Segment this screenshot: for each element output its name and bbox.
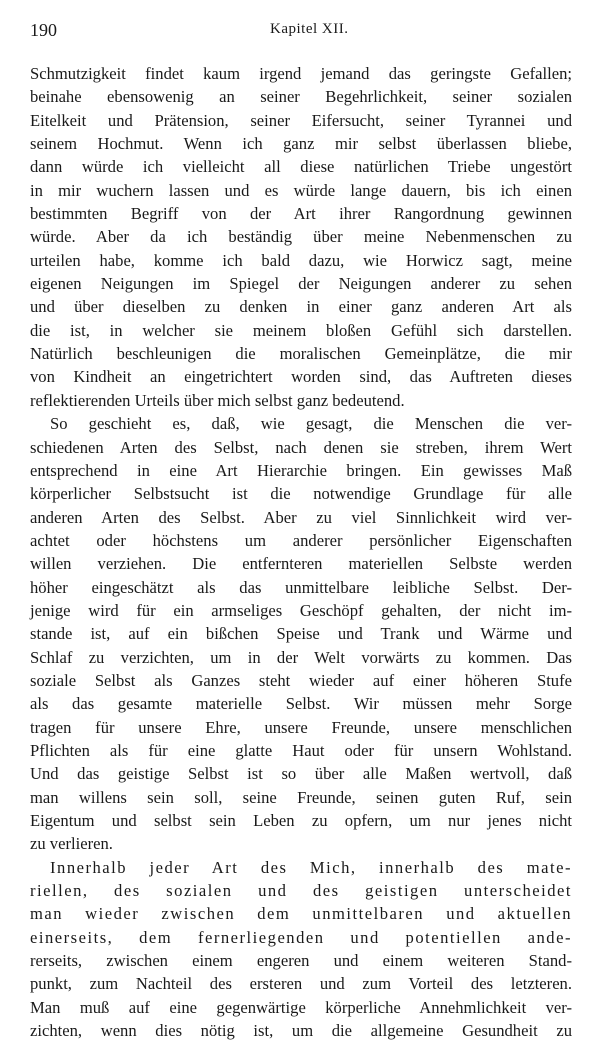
text-line: Pflichten als für eine glatte Haut oder für unsern Wohlstand. bbox=[30, 740, 572, 760]
text-line: punkt, zum Nachteil des ersteren und zum Vorteil des letzteren. bbox=[30, 974, 572, 994]
text-line: tragen für unsere Ehre, unsere Freunde, unsere menschlichen bbox=[30, 717, 572, 737]
running-title: Kapitel XII. bbox=[270, 21, 349, 37]
text-line: anderen Arten des Selbst. Aber zu viel Sinnlichkeit wird ver- bbox=[30, 507, 572, 527]
text-line: stande ist, auf ein bißchen Speise und Trank und Wärme und bbox=[30, 624, 572, 644]
text-line: die ist, in welcher sie meinem bloßen Gefühl sich darstellen. bbox=[30, 320, 572, 340]
text-line: entsprechend in eine Art Hierarchie bringen. Ein gewisses Maß bbox=[30, 460, 572, 480]
text-line: jenige wird für ein armseliges Geschöpf gehalten, der nicht im- bbox=[30, 600, 572, 620]
text-line: Natürlich beschleunigen die moralischen Gemeinplätze, die mir bbox=[30, 344, 572, 364]
text-line: dann würde ich vielleicht all diese natürlichen Triebe ungestört bbox=[30, 157, 572, 177]
text-line: urteilen habe, komme ich bald dazu, wie Horwicz sagt, meine bbox=[30, 250, 572, 270]
text-line: einerseits, dem fernerliegenden und potentiellen ande- bbox=[30, 927, 572, 947]
text-line: riellen, des sozialen und des geistigen unterscheidet bbox=[30, 881, 572, 901]
text-line: soziale Selbst als Ganzes steht wieder auf einer höheren Stufe bbox=[30, 670, 572, 690]
paragraph bbox=[30, 856, 572, 1042]
text-line: Schmutzigkeit findet kaum irgend jemand das geringste Gefallen; bbox=[30, 64, 572, 83]
text-line: man willens sein soll, seine Freunde, seinen guten Ruf, sein bbox=[30, 787, 572, 807]
text-line: reflektierenden Urteils über mich selbst ganz bedeutend. bbox=[30, 390, 405, 410]
text-line: als das gesamte materielle Selbst. Wir müssen mehr Sorge bbox=[30, 694, 572, 714]
text-line: höher eingeschätzt als das unmittelbare leibliche Selbst. Der- bbox=[30, 577, 572, 597]
text-line: willen verziehen. Die entfernteren materiellen Selbste werden bbox=[30, 554, 572, 574]
text-line: So geschieht es, daß, wie gesagt, die Menschen die ver- bbox=[50, 414, 572, 434]
text-line: seinem Hochmut. Wenn ich ganz mir selbst überlassen bliebe, bbox=[30, 134, 572, 154]
text-line: zu verlieren. bbox=[30, 834, 113, 854]
text-line: Innerhalb jeder Art des Mich, innerhalb des mate- bbox=[50, 857, 572, 877]
paragraph bbox=[30, 412, 572, 856]
text-line: schiedenen Arten des Selbst, nach denen sie streben, ihrem Wert bbox=[30, 437, 572, 457]
page-header bbox=[30, 20, 572, 50]
book-page bbox=[30, 20, 572, 1042]
text-line: Eitelkeit und Prätension, seiner Eifersucht, seiner Tyrannei und bbox=[30, 110, 572, 130]
text-line: eigenen Neigungen im Spiegel der Neigungen anderer zu sehen bbox=[30, 274, 572, 294]
text-line: Man muß auf eine gegenwärtige körperliche Annehmlichkeit ver- bbox=[30, 997, 572, 1017]
text-line: würde. Aber da ich beständig über meine Nebenmenschen zu bbox=[30, 227, 572, 247]
text-line: Schlaf zu verzichten, um in der Welt vorwärts zu kommen. Das bbox=[30, 647, 572, 667]
text-line: achtet oder höchstens um anderer persönlicher Eigenschaften bbox=[30, 530, 572, 550]
text-line: man wieder zwischen dem unmittelbaren und aktuellen bbox=[30, 904, 572, 924]
text-line: in mir wuchern lassen und es würde lange dauern, bis ich einen bbox=[30, 180, 572, 200]
body-text bbox=[30, 62, 572, 1042]
text-line: bestimmten Begriff von der Art ihrer Rangordnung gewinnen bbox=[30, 204, 572, 224]
text-line: zichten, wenn dies nötig ist, um die allgemeine Gesundheit zu bbox=[30, 1021, 572, 1041]
paragraph bbox=[30, 62, 572, 412]
text-line: körperlicher Selbstsucht ist die notwendige Grundlage für alle bbox=[30, 484, 572, 504]
text-line: Und das geistige Selbst ist so über alle Maßen wertvoll, daß bbox=[30, 764, 572, 784]
page-number: 190 bbox=[30, 20, 57, 40]
text-line: Eigentum und selbst sein Leben zu opfern, um nur jenes nicht bbox=[30, 811, 572, 830]
text-line: rerseits, zwischen einem engeren und einem weiteren Stand- bbox=[30, 951, 572, 971]
text-line: und über dieselben zu denken in einer ganz anderen Art als bbox=[30, 297, 572, 317]
text-line: von Kindheit an eingetrichtert worden sind, das Auftreten dieses bbox=[30, 367, 572, 387]
text-line: beinahe ebensowenig an seiner Begehrlichkeit, seiner sozialen bbox=[30, 87, 572, 107]
